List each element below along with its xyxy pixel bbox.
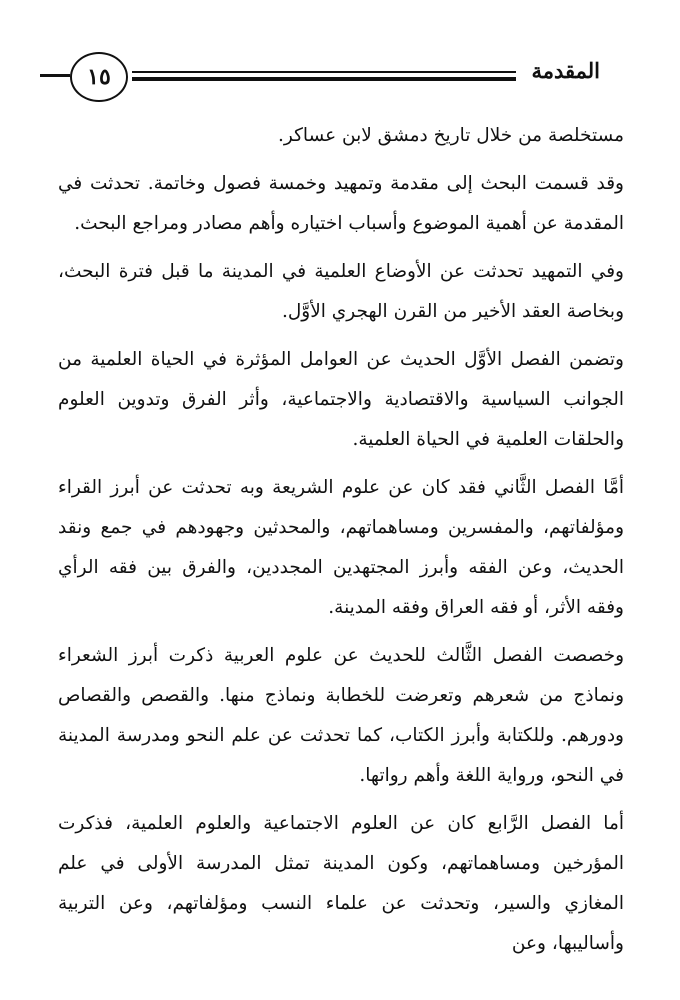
paragraph: أمَّا الفصل الثَّاني فقد كان عن علوم الشريعة وبه تحدثت عن أبرز القراء ومؤلفاتهم، والمفسرين ومساهماتهم، والمحدثين وجهودهم في جمع ونقد الحديث، وعن الفقه وأبرز المجتهدين المجددين، والفرق بين فقه الرأي وفقه الأثر، أو فقه العراق وفقه المدينة.	[58, 477, 624, 618]
paragraph: مستخلصة من خلال تاريخ دمشق لابن عساكر.	[278, 125, 624, 146]
header-rule-thick	[132, 77, 516, 81]
page-number: ١٥	[70, 52, 128, 102]
paragraph: وفي التمهيد تحدثت عن الأوضاع العلمية في المدينة ما قبل فترة البحث، وبخاصة العقد الأخير من القرن الهجري الأوَّل.	[58, 261, 624, 322]
paragraph: وخصصت الفصل الثَّالث للحديث عن علوم العربية ذكرت أبرز الشعراء ونماذج من شعرهم وتعرضت للخطابة ونماذج منها. والقصص والقصاص ودورهم. وللكتابة وأبرز الكتاب، كما تحدثت عن علم النحو ومدرسة المدينة في النحو، ورواية اللغة وأهم رواتها.	[58, 645, 624, 786]
header-rule-left	[40, 74, 70, 77]
section-title: المقدمة	[531, 58, 600, 83]
body-text	[58, 116, 624, 964]
paragraph: وقد قسمت البحث إلى مقدمة وتمهيد وخمسة فصول وخاتمة. تحدثت في المقدمة عن أهمية الموضوع وأسباب اختياره وأهم مصادر ومراجع البحث.	[58, 173, 624, 234]
header-rule-thin	[132, 71, 516, 73]
paragraph: أما الفصل الرَّابع كان عن العلوم الاجتماعية والعلوم العلمية، فذكرت المؤرخين ومساهماتهم، وكون المدينة تمثل المدرسة الأولى في علم المغازي والسير، وتحدثت عن علماء النسب ومؤلفاتهم، وعن التربية وأساليبها، وعن	[58, 813, 624, 954]
paragraph: وتضمن الفصل الأوَّل الحديث عن العوامل المؤثرة في الحياة العلمية من الجوانب السياسية والاقتصادية والاجتماعية، وأثر الفرق وتدوين العلوم والحلقات العلمية في الحياة العلمية.	[58, 349, 624, 450]
page-header	[40, 48, 600, 106]
